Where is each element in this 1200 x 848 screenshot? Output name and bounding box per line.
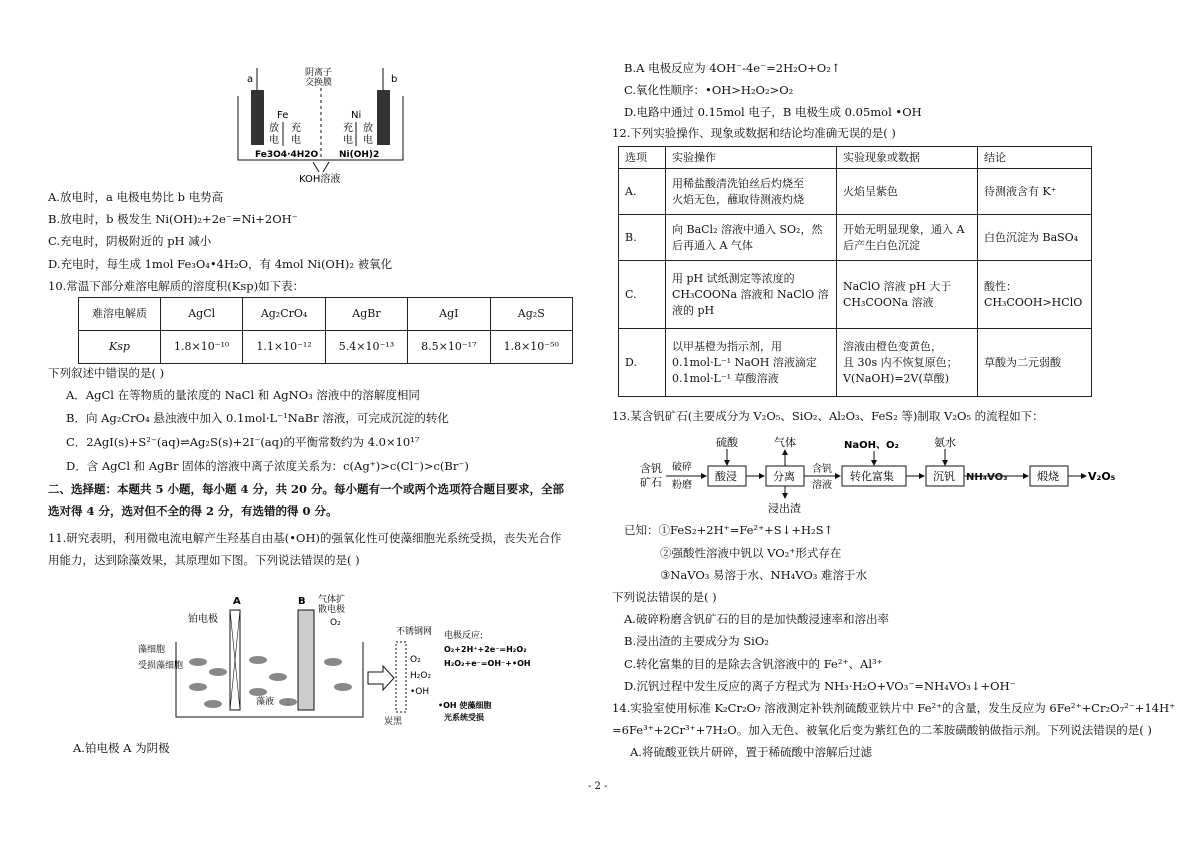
q10-option-c: C．2AgI(s)+S²⁻(aq)⇌Ag₂S(s)+2I⁻(aq)的平衡常数约为 4.0×10¹⁷ xyxy=(66,435,420,449)
fe-label: Fe xyxy=(277,110,289,121)
label-B: B xyxy=(298,596,306,607)
svg-text:NaOH、O₂: NaOH、O₂ xyxy=(844,440,899,451)
label-a: a xyxy=(247,74,254,85)
q12-stem: 12.下列实验操作、现象或数据和结论均准确无误的是( ) xyxy=(612,126,896,140)
label-A: A xyxy=(233,596,241,607)
oh-note: •OH 使藻细胞 xyxy=(438,701,492,710)
q10-stem: 10.常温下部分难溶电解质的溶度积(Ksp)如下表： xyxy=(48,279,305,293)
pt-electrode-label: 铂电极 xyxy=(188,614,218,625)
table-row: B. 向 BaCl₂ 溶液中通入 SO₂，然 后再通入 A 气体 开始无明显现象，通入 A 后产生白色沉淀 白色沉淀为 BaSO₄ xyxy=(619,215,1092,261)
o2-label: O₂ xyxy=(330,618,341,628)
electrode-a xyxy=(251,90,264,145)
vanadium-flowchart xyxy=(640,434,1160,516)
steel-mesh xyxy=(396,642,406,712)
steel-mesh-label: 不锈钢网 xyxy=(396,627,433,637)
svg-text:含钒: 含钒 xyxy=(812,464,832,475)
svg-text:充: 充 xyxy=(343,123,353,134)
reaction-title: 电极反应: xyxy=(444,631,484,641)
svg-text:浸出渣: 浸出渣 xyxy=(768,502,801,515)
ni-product: Ni(OH)2 xyxy=(339,150,380,160)
q11-stem: 11.研究表明，利用微电流电解产生羟基自由基(•OH)的强氧化性可使藻细胞光系统受损，丧失光合作 xyxy=(48,531,562,545)
q11-option-c: C.氧化性顺序：•OH>H₂O₂>O₂ xyxy=(624,83,794,97)
q13-option-b: B.浸出渣的主要成分为 SiO₂ xyxy=(624,634,769,648)
svg-text:放: 放 xyxy=(269,123,279,134)
ksp-table xyxy=(78,297,573,364)
svg-text:矿石: 矿石 xyxy=(640,476,662,489)
svg-text:氨水: 氨水 xyxy=(934,436,956,449)
q9-option-d: D.充电时，每生成 1mol Fe₃O₄•4H₂O，有 4mol Ni(OH)₂ 被氧化 xyxy=(48,257,393,271)
svg-text:粉磨: 粉磨 xyxy=(672,480,692,491)
svg-text:电: 电 xyxy=(269,135,279,146)
q11-stem-cont: 用能力，达到除藻效果，其原理如下图。下列说法错误的是( ) xyxy=(48,553,360,567)
reaction-2: H₂O₂+e⁻=OH⁻+•OH xyxy=(444,659,531,668)
svg-text:散电极: 散电极 xyxy=(318,605,346,615)
svg-text:V₂O₅: V₂O₅ xyxy=(1088,470,1116,483)
algae-legend: 藻细胞 xyxy=(138,645,166,655)
algae-electrolysis-figure xyxy=(138,592,531,732)
electrolyte-label: KOH溶液 xyxy=(299,174,341,185)
q9-option-a: A.放电时，a 电极电势比 b 电势高 xyxy=(48,190,224,204)
table-row: 难溶电解质 AgCl Ag₂CrO₄ AgBr AgI Ag₂S xyxy=(79,298,573,331)
svg-text:交换膜: 交换膜 xyxy=(305,78,333,88)
q13-option-a: A.破碎粉磨含钒矿石的目的是加快酸浸速率和溶出率 xyxy=(624,612,889,626)
svg-text:含钒: 含钒 xyxy=(640,462,662,475)
svg-text:转化富集: 转化富集 xyxy=(850,470,894,483)
ni-label: Ni xyxy=(351,110,362,121)
svg-text:O₂: O₂ xyxy=(410,655,421,665)
damaged-algae-legend: 受损藻细胞 xyxy=(138,661,184,671)
svg-text:电: 电 xyxy=(363,135,373,146)
q10-option-a: A．AgCl 在等物质的量浓度的 NaCl 和 AgNO₃ 溶液中的溶解度相同 xyxy=(66,388,420,402)
known-1: 已知：①FeS₂+2H⁺=Fe²⁺+S↓+H₂S↑ xyxy=(624,523,834,537)
q11-option-a: A.铂电极 A 为阴极 xyxy=(73,741,170,755)
q13-stem: 13.某含钒矿石(主要成分为 V₂O₅、SiO₂、Al₂O₃、FeS₂ 等)制取 V₂O₅ 的流程如下： xyxy=(612,409,1044,423)
svg-text:硫酸: 硫酸 xyxy=(716,436,738,449)
q13-option-c: C.转化富集的目的是除去含钒溶液中的 Fe²⁺、Al³⁺ xyxy=(624,657,883,671)
svg-text:H₂O₂: H₂O₂ xyxy=(410,671,432,681)
svg-text:光系统受损: 光系统受损 xyxy=(444,713,484,722)
q11-option-d: D.电路中通过 0.15mol 电子，B 电极生成 0.05mol •OH xyxy=(624,105,922,119)
table-row: Ksp 1.8×10⁻¹⁰ 1.1×10⁻¹² 5.4×10⁻¹³ 8.5×10⁻¹⁷ 1.8×10⁻⁵⁰ xyxy=(79,331,573,364)
svg-text:沉钒: 沉钒 xyxy=(933,470,955,483)
electrode-B xyxy=(298,610,314,710)
q9-option-c: C.充电时，阴极附近的 pH 减小 xyxy=(48,234,212,248)
svg-text:气体: 气体 xyxy=(774,436,796,449)
table-row: D. 以甲基橙为指示剂，用 0.1mol·L⁻¹ NaOH 溶液滴定 0.1mol·L⁻¹ 草酸溶液 溶液由橙色变黄色， 且 30s 内不恢复原色； V(NaOH)=2V(草酸) 草酸为二元弱酸 xyxy=(619,329,1092,397)
svg-text:•OH: •OH xyxy=(410,687,430,697)
reaction-1: O₂+2H⁺+2e⁻=H₂O₂ xyxy=(444,645,527,654)
page-number: - 2 - xyxy=(588,781,608,792)
arrow-icon xyxy=(368,666,394,690)
fe-product: Fe3O4·4H2O xyxy=(255,150,319,160)
table-row: A. 用稀盐酸清洗铂丝后灼烧至 火焰无色，蘸取待测液灼烧 火焰呈紫色 待测液含有 K⁺ xyxy=(619,169,1092,215)
q14-stem-cont: =6Fe³⁺+2Cr³⁺+7H₂O。加入无色、被氧化后变为紫红色的二苯胺磺酸钠做指示剂。下列说法错误的是( ) xyxy=(612,723,1152,737)
electrode-b xyxy=(377,90,390,145)
svg-text:溶液: 溶液 xyxy=(812,480,832,491)
q11-option-b: B.A 电极反应为 4OH⁻-4e⁻=2H₂O+O₂↑ xyxy=(624,61,841,75)
q14-option-a: A.将硫酸亚铁片研碎，置于稀硫酸中溶解后过滤 xyxy=(630,745,872,759)
q13-option-d: D.沉钒过程中发生反应的离子方程式为 NH₃·H₂O+VO₃⁻=NH₄VO₃↓+OH⁻ xyxy=(624,679,1016,693)
q12-table xyxy=(618,146,1092,397)
q13-ask: 下列说法错误的是( ) xyxy=(612,590,717,604)
label-b: b xyxy=(391,74,398,85)
q10-option-b: B．向 Ag₂CrO₄ 悬浊液中加入 0.1mol·L⁻¹NaBr 溶液，可完成沉淀的转化 xyxy=(66,411,449,425)
q14-stem: 14.实验室使用标准 K₂Cr₂O₇ 溶液测定补铁剂硫酸亚铁片中 Fe²⁺的含量，发生反应为 6Fe²⁺+Cr₂O₇²⁻+14H⁺ xyxy=(612,701,1176,715)
section-2-heading-cont: 选对得 4 分，选对但不全的得 2 分，有选错的得 0 分。 xyxy=(48,504,338,518)
table-row: 选项 实验操作 实验现象或数据 结论 xyxy=(619,147,1092,169)
q9-option-b: B.放电时，b 极发生 Ni(OH)₂+2e⁻=Ni+2OH⁻ xyxy=(48,212,298,226)
section-2-heading: 二、选择题：本题共 5 小题，每小题 4 分，共 20 分。每小题有一个或两个选项符合题目要求，全部 xyxy=(48,482,565,496)
svg-text:分离: 分离 xyxy=(773,470,795,483)
svg-text:放: 放 xyxy=(363,123,373,134)
svg-text:煅烧: 煅烧 xyxy=(1037,470,1059,483)
liquid-label: 藻液 xyxy=(256,697,275,707)
svg-text:电: 电 xyxy=(343,135,353,146)
q10-ask: 下列叙述中错误的是( ) xyxy=(48,366,165,380)
table-row: C. 用 pH 试纸测定等浓度的 CH₃COONa 溶液和 NaClO 溶 液的 pH NaClO 溶液 pH 大于 CH₃COONa 溶液 酸性： CH₃COOH>HClO xyxy=(619,261,1092,329)
svg-text:NH₄VO₃: NH₄VO₃ xyxy=(966,472,1008,483)
svg-text:电: 电 xyxy=(291,135,301,146)
carbon-label: 炭黑 xyxy=(384,717,403,727)
known-3: ③NaVO₃ 易溶于水、NH₄VO₃ 难溶于水 xyxy=(660,568,868,582)
svg-text:充: 充 xyxy=(291,123,301,134)
battery-figure xyxy=(233,68,423,186)
q10-option-d: D．含 AgCl 和 AgBr 固体的溶液中离子浓度关系为：c(Ag⁺)>c(Cl⁻)>c(Br⁻) xyxy=(66,459,469,473)
membrane-label: 阴离子 xyxy=(305,68,333,78)
svg-text:破碎: 破碎 xyxy=(672,462,692,473)
svg-text:酸浸: 酸浸 xyxy=(715,470,737,483)
known-2: ②强酸性溶液中钒以 VO₂⁺形式存在 xyxy=(660,546,842,560)
gas-diffusion-label: 气体扩 xyxy=(318,595,346,605)
